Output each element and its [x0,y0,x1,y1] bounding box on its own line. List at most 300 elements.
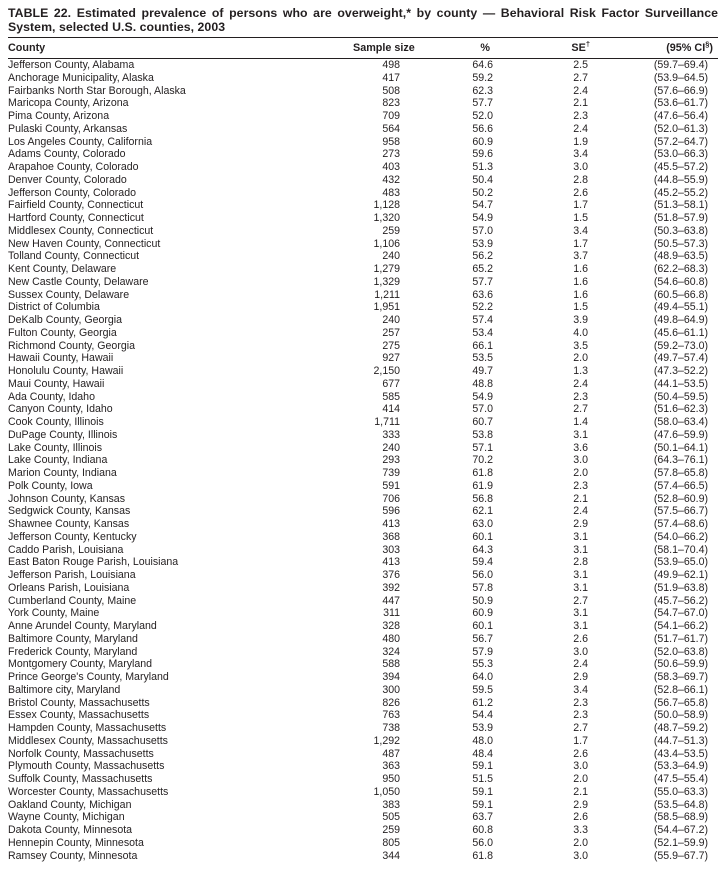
table-row [8,531,718,544]
ci-cell: (51.8–57.9) [653,212,708,224]
sample-size-cell: 368 [382,530,400,543]
ci-cell: (54.1–66.2) [653,620,708,632]
percent-cell: 61.8 [472,467,493,479]
table-row [8,187,718,200]
se-cell: 1.3 [573,365,588,377]
table-row [8,556,718,569]
table-row [8,123,718,136]
table-row [8,684,718,697]
se-cell: 2.1 [573,492,588,505]
percent-cell: 60.1 [472,530,493,543]
sample-size-cell: 927 [382,352,400,365]
table-row [8,199,718,212]
ci-cell: (52.0–63.8) [653,645,708,658]
se-cell: 2.6 [573,811,588,824]
se-cell: 2.9 [573,671,588,683]
table-row [8,263,718,276]
table-row [8,467,718,480]
ci-cell: (58.3–69.7) [653,671,708,683]
county-column-header: County [8,38,353,59]
county-cell: Jefferson Parish, Louisiana [8,569,136,581]
sample-size-cell: 417 [382,71,400,84]
sample-size-cell: 709 [382,110,400,122]
percent-cell: 53.8 [472,428,493,441]
county-cell: Pima County, Arizona [8,110,110,122]
prevalence-table [8,37,718,862]
county-cell: Middlesex County, Massachusetts [8,734,168,747]
percent-cell: 52.0 [472,110,493,122]
percent-cell: 55.3 [472,658,493,671]
se-cell: 2.0 [573,352,588,365]
sample-size-cell: 403 [382,161,400,173]
percent-cell: 57.1 [472,441,493,454]
sample-size-cell: 498 [382,59,400,71]
se-cell: 3.0 [573,161,588,173]
percent-cell: 53.4 [472,326,493,339]
sample-size-cell: 1,292 [373,734,400,747]
percent-cell: 59.1 [472,760,493,773]
percent-column-header: % [413,38,508,59]
sample-size-cell: 596 [382,505,400,518]
table-row [8,327,718,340]
percent-cell: 59.4 [472,556,493,569]
county-cell: Hampden County, Massachusetts [8,722,167,734]
ci-cell: (52.8–66.1) [653,683,708,696]
ci-cell: (54.6–60.8) [653,275,708,288]
se-label: SE [571,42,586,54]
county-cell: Norfolk County, Massachusetts [8,747,154,760]
se-cell: 2.1 [573,97,588,110]
se-cell: 2.8 [573,173,588,186]
percent-cell: 51.5 [472,773,493,785]
percent-cell: 70.2 [472,454,493,467]
table-row [8,518,718,531]
se-cell: 3.1 [573,543,588,556]
percent-cell: 59.6 [472,148,493,161]
se-cell: 3.1 [573,530,588,543]
se-cell: 2.3 [573,390,588,403]
county-cell: Honolulu County, Hawaii [8,365,124,377]
table-row [8,786,718,799]
percent-cell: 61.9 [472,479,493,492]
county-cell: Maricopa County, Arizona [8,97,129,110]
percent-cell: 61.8 [472,849,493,862]
county-cell: Plymouth County, Massachusetts [8,760,165,773]
county-cell: Marion County, Indiana [8,467,117,479]
ci-cell: (44.7–51.3) [653,734,708,747]
table-row [8,646,718,659]
sample-size-cell: 958 [382,135,400,148]
county-cell: Bristol County, Massachusetts [8,696,150,709]
ci-cell: (49.7–57.4) [653,352,708,365]
ci-cell: (52.8–60.9) [653,492,708,505]
table-row [8,161,718,174]
ci-cell: (52.0–61.3) [653,122,708,135]
se-cell: 2.3 [573,709,588,722]
sample-size-cell: 1,279 [373,263,400,275]
table-row [8,595,718,608]
table-row [8,352,718,365]
sample-size-cell: 257 [382,326,400,339]
sample-size-cell: 738 [382,722,400,734]
percent-cell: 54.7 [472,199,493,212]
percent-cell: 64.6 [472,59,493,71]
sample-size-cell: 763 [382,709,400,722]
se-cell: 1.7 [573,237,588,250]
ci-cell: (50.3–63.8) [653,224,708,237]
ci-cell: (57.5–66.7) [653,505,708,518]
se-cell: 3.4 [573,683,588,696]
sample-size-cell: 259 [382,824,400,836]
se-cell: 3.1 [573,581,588,594]
sample-size-cell: 564 [382,122,400,135]
sample-size-cell: 413 [382,518,400,530]
section-footnote-marker: § [705,39,710,49]
table-row [8,773,718,786]
se-cell: 2.8 [573,556,588,569]
ci-cell: (54.7–67.0) [653,607,708,620]
percent-cell: 56.0 [472,836,493,849]
se-cell: 2.3 [573,479,588,492]
county-cell: Oakland County, Michigan [8,798,132,811]
se-column-header [508,38,598,59]
se-cell: 3.0 [573,760,588,773]
county-cell: Dakota County, Minnesota [8,824,133,836]
ci-cell: (55.9–67.7) [653,849,708,862]
ci-cell: (50.5–57.3) [653,237,708,250]
sample-size-cell: 383 [382,798,400,811]
sample-size-cell: 1,320 [373,212,400,224]
table-row [8,289,718,302]
table-row [8,110,718,123]
sample-size-cell: 273 [382,148,400,161]
percent-cell: 49.7 [472,365,493,377]
ci-cell: (54.4–67.2) [653,824,708,836]
ci-cell: (57.4–68.6) [653,518,708,530]
county-cell: Los Angeles County, California [8,135,153,148]
percent-cell: 59.1 [472,785,493,798]
percent-cell: 62.1 [472,505,493,518]
se-cell: 1.5 [573,212,588,224]
table-row [8,799,718,812]
se-cell: 3.7 [573,250,588,263]
se-cell: 2.7 [573,722,588,734]
county-cell: DuPage County, Illinois [8,428,118,441]
table-row [8,735,718,748]
ci-cell: (53.9–65.0) [653,556,708,569]
se-cell: 3.4 [573,224,588,237]
table-row [8,301,718,314]
county-cell: Essex County, Massachusetts [8,709,150,722]
sample-size-cell: 677 [382,377,400,390]
county-cell: New Castle County, Delaware [8,275,149,288]
sample-size-cell: 240 [382,314,400,326]
ci-cell: (55.0–63.3) [653,785,708,798]
ci-cell: (45.2–55.2) [653,186,708,199]
table-row [8,85,718,98]
percent-cell: 52.2 [472,301,493,314]
table-row [8,403,718,416]
sample-size-cell: 413 [382,556,400,569]
county-cell: Tolland County, Connecticut [8,250,140,263]
se-cell: 2.0 [573,467,588,479]
se-cell: 2.5 [573,59,588,71]
ci-cell: (44.8–55.9) [653,173,708,186]
se-cell: 2.0 [573,836,588,849]
table-row [8,314,718,327]
ci-cell: (64.3–76.1) [653,454,708,467]
ci-cell: (57.2–64.7) [653,135,708,148]
percent-cell: 63.6 [472,288,493,301]
percent-cell: 48.0 [472,734,493,747]
table-row [8,480,718,493]
table-row [8,569,718,582]
percent-cell: 56.7 [472,632,493,645]
county-cell: Jefferson County, Kentucky [8,530,137,543]
table-row [8,454,718,467]
table-row [8,493,718,506]
ci-cell: (45.5–57.2) [653,161,708,173]
county-cell: Middlesex County, Connecticut [8,224,154,237]
sample-size-cell: 363 [382,760,400,773]
ci-cell: (51.3–58.1) [653,199,708,212]
county-cell: Adams County, Colorado [8,148,126,161]
ci-cell: (53.5–64.8) [653,798,708,811]
sample-size-cell: 480 [382,632,400,645]
percent-cell: 54.9 [472,390,493,403]
ci-cell: (45.6–61.1) [653,326,708,339]
ci-cell: (44.1–53.5) [653,377,708,390]
percent-cell: 63.7 [472,811,493,824]
table-row [8,72,718,85]
county-cell: Jefferson County, Colorado [8,186,136,199]
se-cell: 2.6 [573,186,588,199]
percent-cell: 57.4 [472,314,493,326]
se-cell: 2.6 [573,632,588,645]
table-row [8,340,718,353]
ci-cell: (53.6–61.7) [653,97,708,110]
county-cell: Montgomery County, Maryland [8,658,153,671]
ci-cell: (54.0–66.2) [653,530,708,543]
county-cell: Ramsey County, Minnesota [8,849,138,862]
sample-size-cell: 1,106 [373,237,400,250]
county-cell: Orleans Parish, Louisiana [8,581,130,594]
county-cell: New Haven County, Connecticut [8,237,161,250]
sample-size-cell: 394 [382,671,400,683]
se-cell: 3.1 [573,569,588,581]
table-row [8,238,718,251]
percent-cell: 54.4 [472,709,493,722]
county-cell: East Baton Rouge Parish, Louisiana [8,556,179,569]
ci-cell: (51.9–63.8) [653,581,708,594]
sample-size-cell: 805 [382,836,400,849]
ci-cell: (53.9–64.5) [653,71,708,84]
percent-cell: 59.1 [472,798,493,811]
se-cell: 3.1 [573,620,588,632]
table-row [8,544,718,557]
se-cell: 1.4 [573,416,588,428]
sample-size-cell: 324 [382,645,400,658]
table-row [8,59,718,72]
table-row [8,607,718,620]
sample-size-cell: 259 [382,224,400,237]
se-cell: 1.6 [573,275,588,288]
ci-cell: (53.3–64.9) [653,760,708,773]
sample-size-cell: 706 [382,492,400,505]
percent-cell: 57.0 [472,224,493,237]
county-cell: Canyon County, Idaho [8,403,113,416]
percent-cell: 60.9 [472,607,493,620]
sample-size-cell: 505 [382,811,400,824]
percent-cell: 64.0 [472,671,493,683]
sample-size-cell: 303 [382,543,400,556]
table-row [8,620,718,633]
percent-cell: 50.4 [472,173,493,186]
county-cell: Hennepin County, Minnesota [8,836,144,849]
sample-size-cell: 950 [382,773,400,785]
se-cell: 3.0 [573,645,588,658]
percent-cell: 54.9 [472,212,493,224]
se-cell: 3.9 [573,314,588,326]
county-cell: Sussex County, Delaware [8,288,130,301]
se-cell: 2.4 [573,658,588,671]
se-cell: 3.1 [573,607,588,620]
se-cell: 1.9 [573,135,588,148]
county-cell: Caddo Parish, Louisiana [8,543,124,556]
se-cell: 2.3 [573,696,588,709]
table-row [8,136,718,149]
se-cell: 2.6 [573,747,588,760]
ci-cell: (48.9–63.5) [653,250,708,263]
se-cell: 2.1 [573,785,588,798]
se-cell: 1.6 [573,288,588,301]
se-cell: 2.4 [573,122,588,135]
ci-cell: (50.4–59.5) [653,390,708,403]
county-cell: Fulton County, Georgia [8,326,117,339]
table-row [8,276,718,289]
ci-cell: (52.1–59.9) [653,836,708,849]
se-cell: 2.4 [573,377,588,390]
table-row [8,748,718,761]
percent-cell: 64.3 [472,543,493,556]
sample-size-cell: 293 [382,454,400,467]
ci-cell: (53.0–66.3) [653,148,708,161]
ci-label-close: ) [709,42,713,54]
county-cell: Sedgwick County, Kansas [8,505,131,518]
table-body [8,59,718,863]
table-row [8,671,718,684]
percent-cell: 63.0 [472,518,493,530]
se-cell: 1.7 [573,199,588,212]
sample-size-cell: 1,128 [373,199,400,212]
county-cell: Suffolk County, Massachusetts [8,773,153,785]
percent-cell: 50.2 [472,186,493,199]
sample-size-cell: 300 [382,683,400,696]
se-cell: 2.9 [573,798,588,811]
sample-size-cell: 483 [382,186,400,199]
sample-size-cell: 275 [382,339,400,352]
sample-size-cell: 508 [382,84,400,97]
table-row [8,811,718,824]
percent-cell: 61.2 [472,696,493,709]
se-cell: 1.7 [573,734,588,747]
ci-cell: (58.0–63.4) [653,416,708,428]
ci-cell: (60.5–66.8) [653,288,708,301]
ci-cell: (57.4–66.5) [653,479,708,492]
table-row [8,416,718,429]
ci-cell: (47.3–52.2) [653,365,708,377]
percent-cell: 56.6 [472,122,493,135]
ci-label: (95% CI [666,42,706,54]
ci-cell: (45.7–56.2) [653,594,708,607]
table-row [8,760,718,773]
se-cell: 2.0 [573,773,588,785]
se-cell: 4.0 [573,326,588,339]
ci-cell: (51.7–61.7) [653,632,708,645]
county-cell: Kent County, Delaware [8,263,117,275]
table-row [8,837,718,850]
se-cell: 2.4 [573,84,588,97]
county-cell: Fairfield County, Connecticut [8,199,144,212]
percent-cell: 48.8 [472,377,493,390]
county-cell: Worcester County, Massachusetts [8,785,169,798]
sample-size-cell: 432 [382,173,400,186]
table-row [8,505,718,518]
table-row [8,250,718,263]
county-cell: Maui County, Hawaii [8,377,105,390]
sample-size-cell: 344 [382,849,400,862]
sample-size-column-header: Sample size [353,38,413,59]
se-cell: 2.7 [573,594,588,607]
table-row [8,148,718,161]
percent-cell: 57.8 [472,581,493,594]
sample-size-cell: 392 [382,581,400,594]
se-cell: 3.1 [573,428,588,441]
se-cell: 3.4 [573,148,588,161]
ci-cell: (50.1–64.1) [653,441,708,454]
county-cell: York County, Maine [8,607,100,620]
table-row [8,633,718,646]
sample-size-cell: 333 [382,428,400,441]
county-cell: Lake County, Illinois [8,441,103,454]
percent-cell: 57.7 [472,97,493,110]
percent-cell: 51.3 [472,161,493,173]
county-cell: District of Columbia [8,301,100,314]
county-cell: Shawnee County, Kansas [8,518,130,530]
ci-cell: (58.1–70.4) [653,543,708,556]
table-row [8,697,718,710]
county-cell: Hawaii County, Hawaii [8,352,114,365]
table-row [8,658,718,671]
ci-cell: (49.8–64.9) [653,314,708,326]
ci-cell: (59.7–69.4) [653,59,708,71]
percent-cell: 62.3 [472,84,493,97]
sample-size-cell: 1,711 [374,416,400,428]
table-row [8,174,718,187]
sample-size-cell: 1,050 [373,785,400,798]
ci-cell: (47.6–56.4) [653,110,708,122]
table-row [8,582,718,595]
sample-size-cell: 823 [382,97,400,110]
table-row [8,709,718,722]
county-cell: Anne Arundel County, Maryland [8,620,157,632]
sample-size-cell: 826 [382,696,400,709]
percent-cell: 59.2 [472,71,493,84]
table-row [8,442,718,455]
se-cell: 3.5 [573,339,588,352]
county-cell: Wayne County, Michigan [8,811,125,824]
county-cell: Frederick County, Maryland [8,645,138,658]
